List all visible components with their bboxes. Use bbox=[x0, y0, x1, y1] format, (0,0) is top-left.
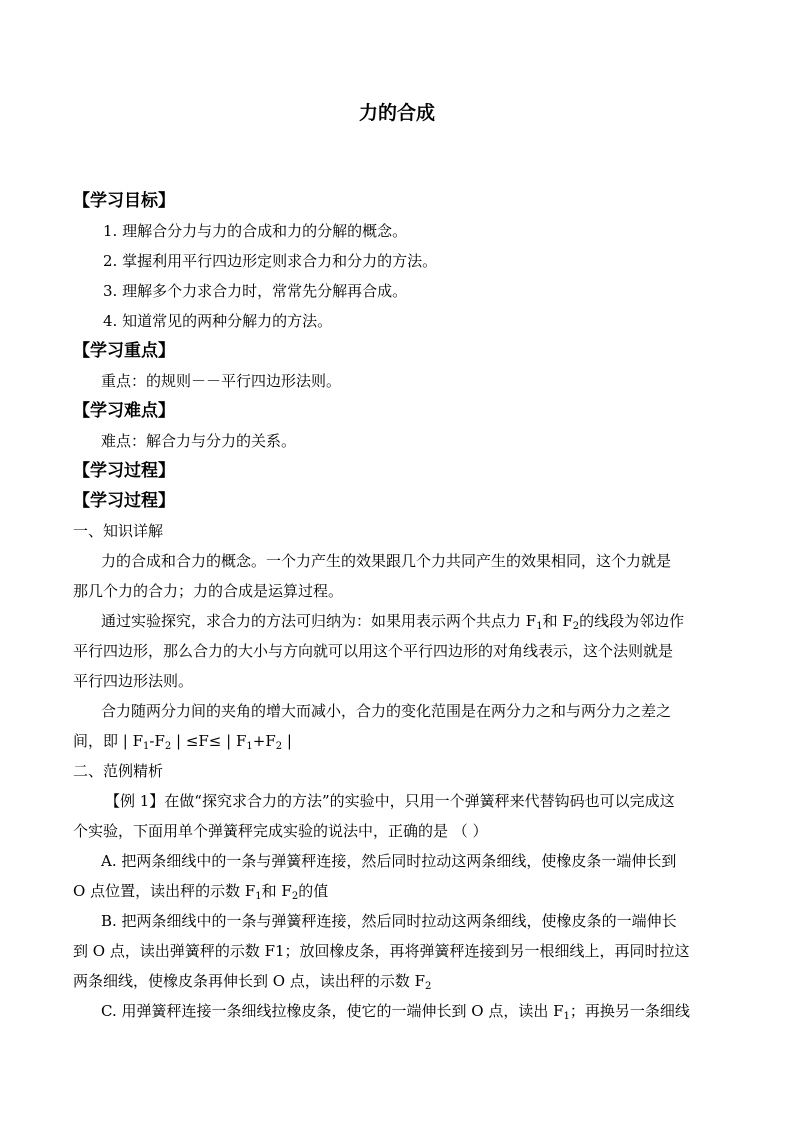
document-body bbox=[73, 186, 723, 1026]
focus-text: 重点：的规则－－平行四边形法则。 bbox=[101, 372, 342, 390]
option-a-line2: O 点位置，读出秤的示数 $F_1$和 $F_2$的值 bbox=[73, 882, 329, 902]
knowledge-p3-line2: 间，即 | $F_1-F_2$ | ≤F≤ | $F_1+F_2$ | bbox=[73, 732, 292, 752]
example1-line1: 【例 1】在做“探究求合力的方法”的实验中，只用一个弹簧秤来代替钩码也可以完成这 bbox=[105, 792, 675, 810]
knowledge-p3-line1: 合力随两分力间的夹角的增大而减小，合力的变化范围是在两分力之和与两分力之差之 bbox=[101, 702, 672, 720]
process-heading-repeat: 【学习过程】 bbox=[73, 491, 175, 511]
goals-heading: 【学习目标】 bbox=[73, 191, 175, 211]
process-heading: 【学习过程】 bbox=[73, 461, 175, 481]
page-title: 力的合成 bbox=[358, 102, 435, 124]
knowledge-heading: 一、知识详解 bbox=[73, 522, 164, 540]
option-a-line1: A. 把两条细线中的一条与弹簧秤连接，然后同时拉动这两条细线，使橡皮条一端伸长到 bbox=[101, 852, 677, 870]
goal-item: 4. 知道常见的两种分解力的方法。 bbox=[103, 312, 333, 330]
option-c-line1: C. 用弹簧秤连接一条细线拉橡皮条，使它的一端伸长到 O 点，读出 $F_1$；再换另一条细线 bbox=[101, 1002, 690, 1022]
knowledge-p1-line2: 那几个力的合力；力的合成是运算过程。 bbox=[73, 582, 344, 600]
examples-heading: 二、范例精析 bbox=[73, 762, 164, 780]
knowledge-p2-line1: 通过实验探究，求合力的方法可归纳为：如果用表示两个共点力 $F_1$和 $F_2$的线段为邻边作 bbox=[101, 612, 685, 632]
option-b-line2: 到 O 点，读出弹簧秤的示数 F1；放回橡皮条，再将弹簧秤连接到另一根细线上，再同时拉这 bbox=[73, 942, 690, 960]
goal-item: 2. 掌握利用平行四边形定则求合力和分力的方法。 bbox=[103, 252, 438, 270]
option-b-line3: 两条细线，使橡皮条再伸长到 O 点，读出秤的示数 $F_2$ bbox=[73, 972, 432, 992]
knowledge-p1-line1: 力的合成和合力的概念。一个力产生的效果跟几个力共同产生的效果相同，这个力就是 bbox=[101, 552, 672, 570]
example1-line2: 个实验，下面用单个弹簧秤完成实验的说法中，正确的是 （ ） bbox=[73, 822, 488, 840]
goal-item: 3. 理解多个力求合力时，常常先分解再合成。 bbox=[103, 282, 408, 300]
difficulty-text: 难点：解合力与分力的关系。 bbox=[101, 432, 297, 450]
goal-item: 1. 理解合分力与力的合成和力的分解的概念。 bbox=[103, 222, 408, 240]
knowledge-p2-line3: 平行四边形法则。 bbox=[73, 672, 194, 690]
option-b-line1: B. 把两条细线中的一条与弹簧秤连接，然后同时拉动这两条细线，使橡皮条的一端伸长 bbox=[101, 912, 677, 930]
difficulty-heading: 【学习难点】 bbox=[73, 401, 175, 421]
knowledge-p2-line2: 平行四边形，那么合力的大小与方向就可以用这个平行四边形的对角线表示，这个法则就是 bbox=[73, 642, 674, 660]
focus-heading: 【学习重点】 bbox=[73, 341, 175, 361]
